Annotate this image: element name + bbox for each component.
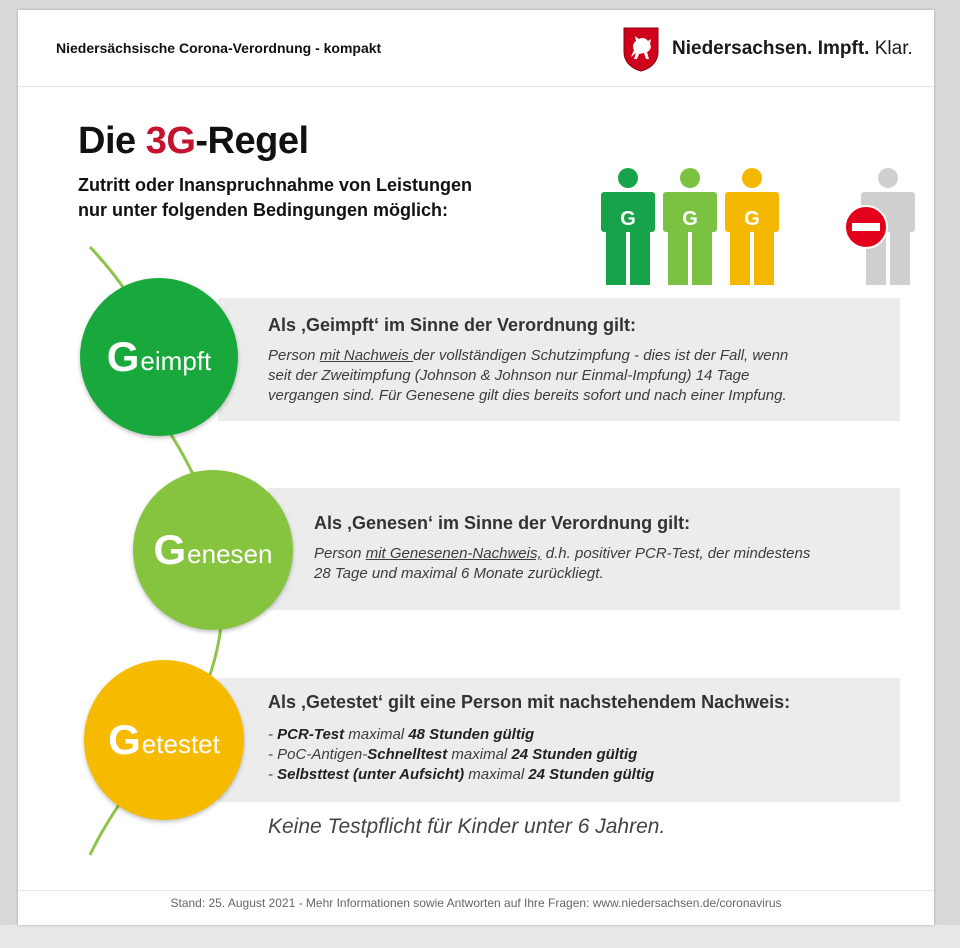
list-item: - PCR-Test maximal 48 Stunden gültig	[268, 726, 535, 743]
genesen-body-underlined: mit Genesenen-Nachweis,	[365, 545, 542, 562]
brand-name-main: Niedersachsen. Impft.	[672, 38, 870, 59]
svg-text:G: G	[744, 208, 760, 230]
person-lightgreen-icon	[663, 168, 717, 285]
svg-text:G: G	[620, 208, 636, 230]
genesen-description	[314, 544, 894, 584]
test-exemption-note: Keine Testpflicht für Kinder unter 6 Jahren.	[268, 815, 666, 838]
person-figures-illustration	[598, 165, 918, 290]
brand-logo	[622, 26, 913, 72]
genesen-circle-label: enesen	[187, 539, 273, 569]
genesen-body-pre: Person	[314, 545, 366, 562]
no-entry-icon	[845, 206, 887, 248]
getestet-list	[268, 725, 898, 785]
genesen-heading: Als ‚Genesen‘ im Sinne der Verordnung gilt:	[314, 513, 691, 533]
header-title: Niedersächsische Corona-Verordnung - kompakt	[56, 40, 382, 56]
getestet-heading: Als ‚Getestet‘ gilt eine Person mit nachstehendem Nachweis:	[268, 692, 791, 712]
person-yellow-icon	[725, 168, 779, 285]
geimpft-body-pre: Person	[268, 347, 320, 364]
getestet-circle	[84, 660, 244, 820]
getestet-circle-initial: G	[108, 716, 141, 763]
list-item: - PoC-Antigen-Schnelltest maximal 24 Stunden gültig	[268, 746, 638, 763]
header-bar	[18, 10, 934, 87]
infographic-card	[18, 10, 934, 925]
geimpft-description	[268, 346, 898, 406]
genesen-circle	[133, 470, 293, 630]
geimpft-circle-label: eimpft	[140, 346, 212, 376]
geimpft-circle	[80, 278, 238, 436]
page-title	[78, 120, 309, 163]
geimpft-body-line-2: seit der Zweitimpfung (Johnson & Johnson nur Einmal-Impfung) 14 Tage	[268, 367, 750, 384]
getestet-circle-label: etestet	[141, 729, 220, 759]
geimpft-body-underlined: mit Nachweis	[319, 347, 414, 364]
geimpft-heading: Als ‚Geimpft‘ im Sinne der Verordnung gilt:	[268, 315, 637, 335]
getestet-info-box	[218, 678, 900, 802]
genesen-body-line-2: 28 Tage und maximal 6 Monate zurückliegt.	[314, 565, 604, 582]
genesen-circle-initial: G	[153, 526, 187, 573]
brand-name-tail: Klar.	[874, 38, 913, 59]
subtitle-line-1: Zutritt oder Inanspruchnahme von Leistungen	[78, 175, 473, 195]
geimpft-body-line-3: vergangen sind. Für Genesene gilt dies bereits sofort und nach einer Impfung.	[268, 387, 787, 404]
horse-crest-icon	[622, 26, 660, 72]
title-suffix: -Regel	[195, 120, 309, 162]
geimpft-info-box	[218, 298, 900, 421]
page-subtitle	[78, 173, 558, 223]
title-accent: 3G	[145, 120, 196, 162]
geimpft-circle-initial: G	[106, 333, 140, 380]
list-item: - Selbsttest (unter Aufsicht) maximal 24 Stunden gültig	[268, 766, 655, 783]
genesen-body-post: d.h. positiver PCR-Test, der mindestens	[541, 545, 811, 562]
page-background-strip	[0, 925, 960, 948]
geimpft-body-post: der vollständigen Schutzimpfung - dies ist der Fall, wenn	[413, 347, 789, 364]
svg-text:G: G	[682, 208, 698, 230]
title-prefix: Die	[78, 120, 146, 162]
person-green-icon	[601, 168, 655, 285]
footer-text: Stand: 25. August 2021 - Mehr Informationen sowie Antworten auf Ihre Fragen: www.niedersachsen.de/coronavirus	[170, 896, 782, 910]
subtitle-line-2: nur unter folgenden Bedingungen möglich:	[78, 200, 448, 220]
footer-divider	[18, 890, 934, 891]
genesen-info-box	[268, 488, 900, 610]
